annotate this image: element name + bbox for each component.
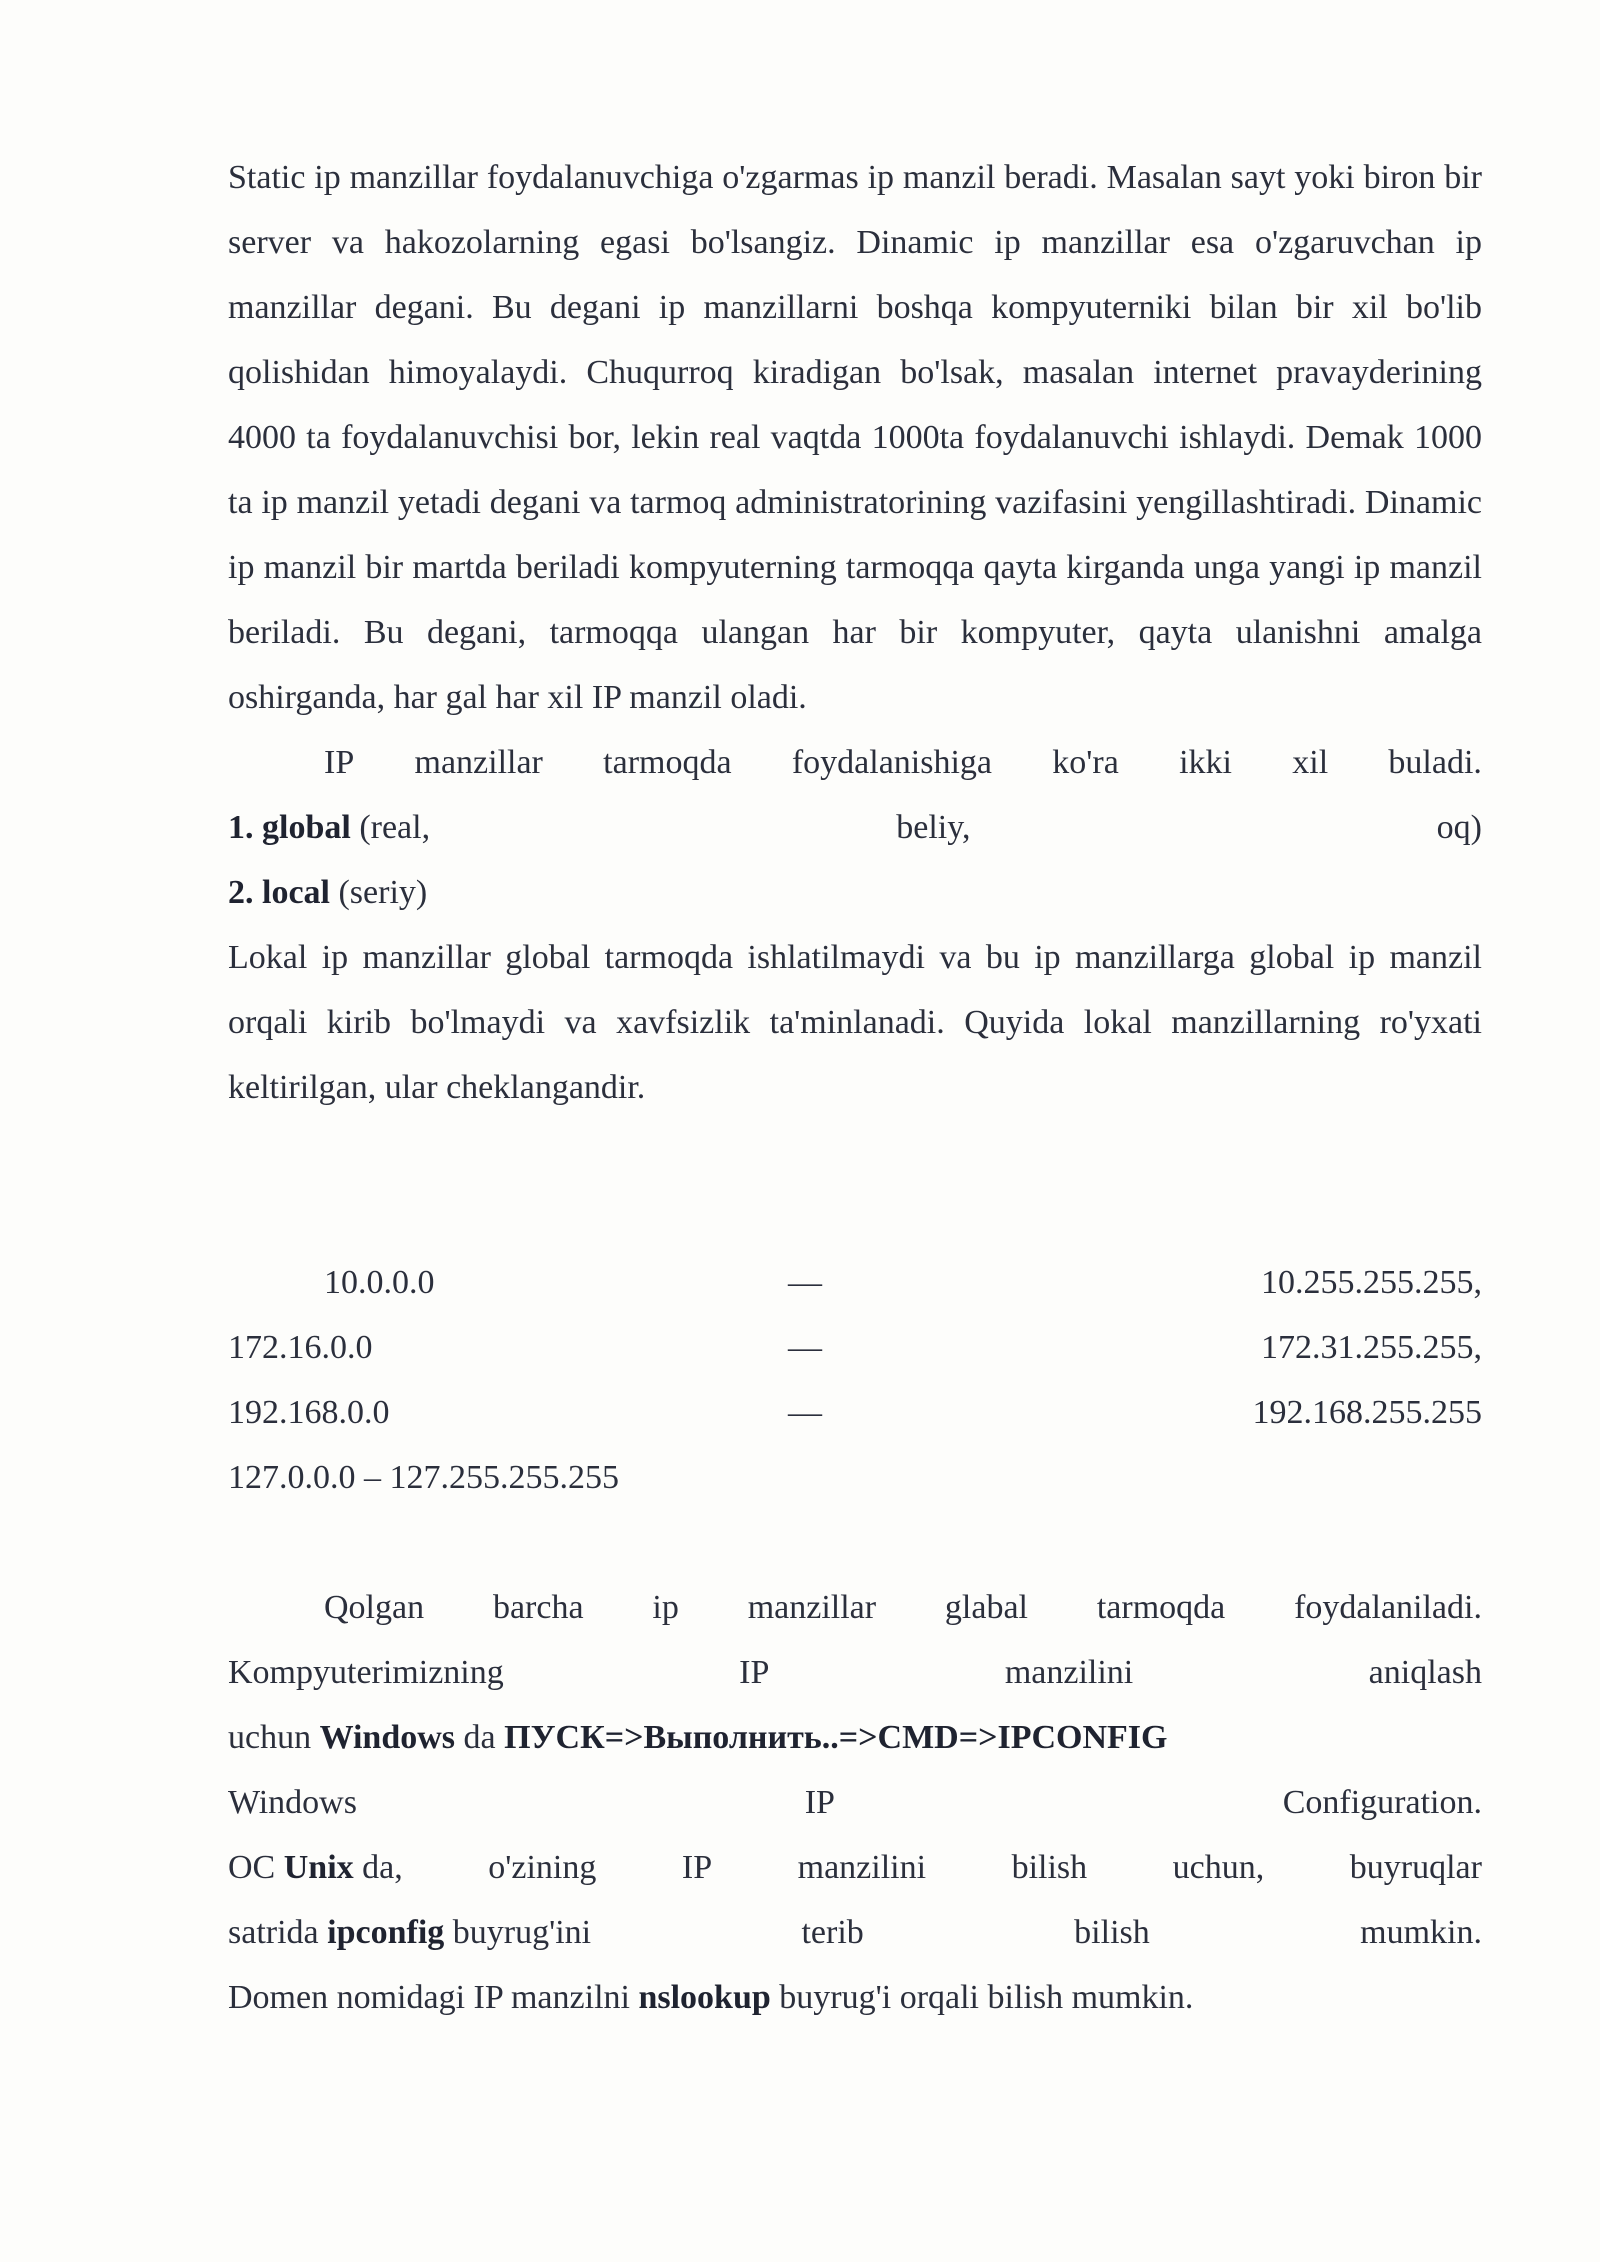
range-row (228, 1380, 1482, 1445)
word: beliy, (896, 809, 971, 846)
word: IP (324, 744, 355, 781)
blank-space (228, 1510, 1482, 1575)
compute-line (228, 1640, 1482, 1705)
term-nslookup: nslookup (638, 1979, 771, 2016)
word: aniqlash (1368, 1654, 1482, 1691)
ipconfig-line (228, 1900, 1482, 1965)
range-row (228, 1315, 1482, 1380)
text: da (455, 1719, 505, 1756)
word: glabal (944, 1589, 1028, 1626)
word: oq) (1436, 809, 1482, 846)
range-end: 172.31.255.255, (1261, 1329, 1482, 1366)
list-number: 1. (228, 809, 254, 846)
word: bilish (1011, 1849, 1088, 1886)
text: Domen nomidagi IP manzilni (228, 1979, 639, 2016)
word: xil (1292, 744, 1329, 781)
text: da, (353, 1849, 403, 1886)
word: Windows (228, 1784, 357, 1821)
ip-types-intro (228, 730, 1482, 795)
range-dash: — (788, 1394, 822, 1431)
word: manzillar (747, 1589, 877, 1626)
paragraph-static-dynamic: Static ip manzillar foydalanuvchiga o'zgarmas ip manzil beradi. Masalan sayt yoki biron bir server va hakozolarning egasi bo'lsangiz. Dinamic ip manzillar esa o'zgaruvchan ip manzillar degani. Bu degani ip manzillarni boshqa kompyuterniki bilan bir xil bo'lib qolishidan himoyalaydi. Chuqurroq kiradigan bo'lsak, masalan internet pravayderining 4000 ta foydalanuvchisi bor, lekin real vaqtda 1000ta foydalanuvchi ishlaydi. Demak 1000 ta ip manzil yetadi degani va tarmoq administratorining vazifasini yengillashtiradi. Dinamic ip manzil bir martda beriladi kompyuterning tarmoqqa qayta kirganda unga yangi ip manzil beriladi. Bu degani, tarmoqqa ulangan har bir kompyuter, qayta ulanishni amalga oshirganda, har gal har xil IP manzil oladi. (228, 159, 1482, 716)
list-item-local (228, 860, 1482, 925)
paragraph-local: Lokal ip manzillar global tarmoqda ishlatilmaydi va bu ip manzillarga global ip manzil orqali kirib bo'lmaydi va xavfsizlik ta'minlanadi. Quyida lokal manzillarning ro'yxati keltirilgan, ular cheklangandir. (228, 939, 1482, 1106)
word: foydalanishiga (791, 744, 992, 781)
ipconfig-label (228, 1900, 591, 1965)
term-windows: Windows (319, 1719, 456, 1756)
list-item-global (228, 795, 1482, 860)
word: manzilini (797, 1849, 927, 1886)
range-row (228, 1250, 1482, 1315)
word: uchun, (1172, 1849, 1265, 1886)
range-end: 10.255.255.255, (1261, 1264, 1482, 1301)
range-start: 172.16.0.0 (228, 1329, 373, 1366)
word: terib (801, 1914, 864, 1951)
word: tarmoqda (1096, 1589, 1226, 1626)
text: OC (228, 1849, 284, 1886)
word: o'zining (488, 1849, 597, 1886)
word: Qolgan (324, 1589, 425, 1626)
word: foydalaniladi. (1294, 1589, 1482, 1626)
global-label (228, 795, 430, 860)
text: satrida (228, 1914, 328, 1951)
word: ko'ra (1052, 744, 1119, 781)
loopback-range: 127.0.0.0 – 127.255.255.255 (228, 1459, 619, 1496)
word: manzillar (414, 744, 543, 781)
list-number: 2. (228, 874, 254, 911)
word: ikki (1179, 744, 1232, 781)
unix-line (228, 1835, 1482, 1900)
range-start: 192.168.0.0 (228, 1394, 390, 1431)
range-end: 192.168.255.255 (1252, 1394, 1482, 1431)
word: tarmoqda (603, 744, 732, 781)
range-dash: — (788, 1329, 822, 1366)
range-dash: — (788, 1264, 822, 1301)
remaining-line (228, 1575, 1482, 1640)
nslookup-line (228, 1965, 1482, 2030)
word: Kompyuterimizning (228, 1654, 504, 1691)
term-local: local (262, 874, 330, 911)
windows-command-line (228, 1705, 1482, 1770)
word: bilish (1074, 1914, 1150, 1951)
document-body (228, 145, 1482, 2030)
command-path: ПУСК=>Выполнить..=>CMD=>IPCONFIG (504, 1719, 1168, 1756)
blank-space (228, 1120, 1482, 1250)
word: barcha (492, 1589, 584, 1626)
term-note: (seriy) (338, 874, 428, 911)
word: manzilini (1004, 1654, 1134, 1691)
word: IP (681, 1849, 713, 1886)
term-unix: Unix (283, 1849, 354, 1886)
word: ip (652, 1589, 679, 1626)
range-start: 10.0.0.0 (324, 1264, 435, 1301)
word: (real, (359, 809, 431, 846)
text: buyrug'ini (444, 1914, 592, 1951)
word: IP (739, 1654, 770, 1691)
config-line (228, 1770, 1482, 1835)
word: buyruqlar (1349, 1849, 1482, 1886)
term-ipconfig: ipconfig (327, 1914, 445, 1951)
word: IP (804, 1784, 835, 1821)
word: Configuration. (1282, 1784, 1482, 1821)
text: buyrug'i orqali bilish mumkin. (770, 1979, 1194, 2016)
word: mumkin. (1360, 1914, 1482, 1951)
text: uchun (228, 1719, 320, 1756)
word: buladi. (1388, 744, 1482, 781)
term-global: global (262, 809, 351, 846)
unix-label (228, 1835, 403, 1900)
